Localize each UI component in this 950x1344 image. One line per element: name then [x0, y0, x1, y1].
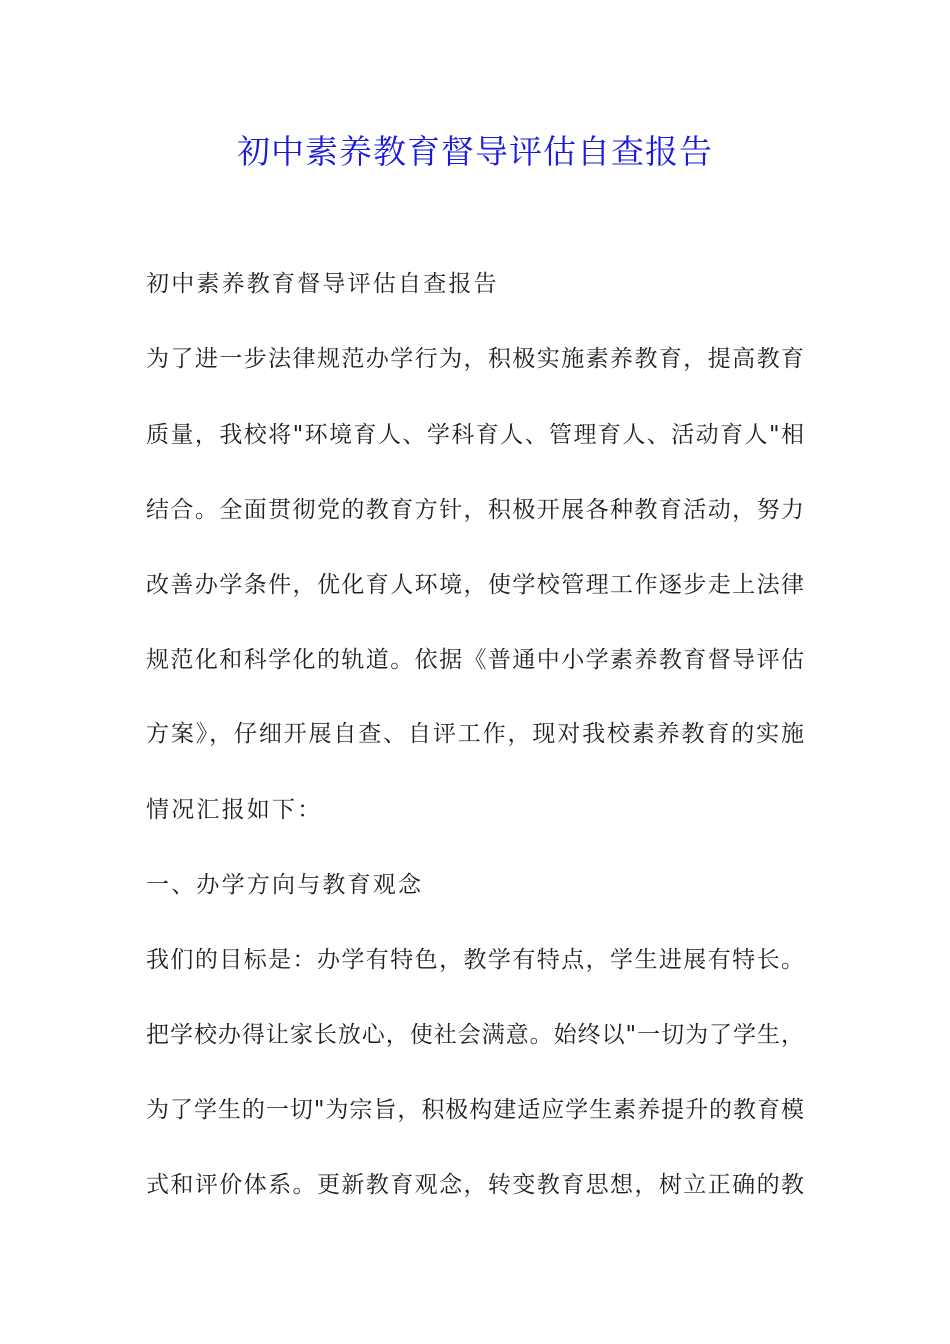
body-line: 我们的目标是：办学有特色，教学有特点，学生进展有特长。	[146, 947, 804, 973]
body-line-subtitle: 初中素养教育督导评估自查报告	[146, 271, 499, 297]
body-line: 为了学生的一切"为宗旨，积极构建适应学生素养提升的教育模	[146, 1097, 804, 1123]
body-line: 规范化和科学化的轨道。依据《普通中小学素养教育督导评估	[146, 647, 804, 673]
body-line: 结合。全面贯彻党的教育方针，积极开展各种教育活动，努力	[146, 497, 804, 523]
body-line: 式和评价体系。更新教育观念，转变教育思想，树立正确的教	[146, 1172, 804, 1198]
body-line: 把学校办得让家长放心，使社会满意。始终以"一切为了学生，	[146, 1022, 804, 1048]
document-title: 初中素养教育督导评估自查报告	[237, 132, 713, 171]
body-line: 为了进一步法律规范办学行为，积极实施素养教育，提高教育	[146, 346, 804, 372]
body-line: 质量，我校将"环境育人、学科育人、管理育人、活动育人"相	[146, 422, 804, 448]
body-line: 情况汇报如下：	[146, 797, 323, 823]
body-line: 方案》，仔细开展自查、自评工作，现对我校素养教育的实施	[146, 721, 804, 747]
body-line: 改善办学条件，优化育人环境，使学校管理工作逐步走上法律	[146, 572, 804, 598]
section-heading: 一、办学方向与教育观念	[146, 872, 424, 898]
